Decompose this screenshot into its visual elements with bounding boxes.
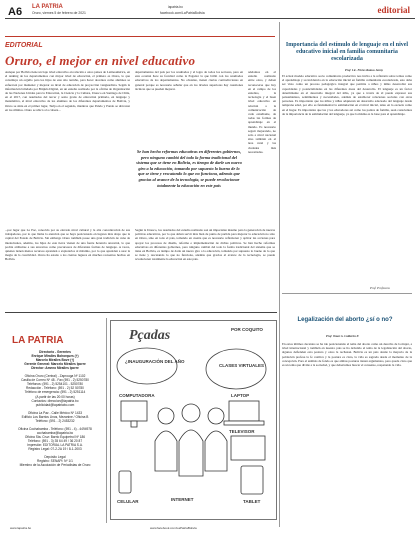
right-article-title: Importancia del estímulo de lenguaje en el nivel educativo inicial en familia comunitaria escolarizada xyxy=(285,42,409,62)
footer-web[interactable]: www.lapatria.bo xyxy=(10,526,32,530)
cartoon-drawing xyxy=(111,321,276,519)
editorial-col-4: Según la Unesco, los resultados del estudio realizado son un importante insumo para la generación de nuevas políticas educativas, por lo que deben servir más bien de punto de partida para mejorar la educación no sólo en Oruro, sino en todo el país, tomando en cuenta que es necesario reflexionar y aplicar las acciones para apoyar los procesos de diseño, reforma e implementación de dichas políticas. Se han hecho reformas educativas en diferentes gobiernos, pero ninguno cambió del todo la forma tradicional del sistema que se tiene en Bolivia, es tiempo de darle un nuevo giro a la educación, tomando por supuesto lo bueno de lo que se tiene y rescatando lo que no funciona, además que gracias al avance de la tecnología, se puede revolucionar totalmente la educación en este país. xyxy=(135,228,275,262)
editorial-col-1: Aunque por Bolivia tiene un bajo nivel educativo en relación a otros países de Latinoamérica, en el ranking de los departamentos con mayor nivel de educación, el primero es Oruro, lo que constituye un orgullo para los hijos de este alto terruño, para hacer docentes como alumnos se esfuercen por mantener y mejorar su nivel de educación de proyección vanguardista. Según la información brindada por Brújula Digital, en un estudio realizado por la oficina de Organización de las Naciones Unidas para la Educación, la Ciencia y la Cultura, Unesco en Santiago de Chile, en el 2017, con resultados del tercer y sexto grado de educación primaria, en lenguaje y matemática, el nivel educativo de los alumnos de los diferentes departamentos de Bolivia, y Oruro se sitúa en el primer lugar, Tarija en el segundo, mientras que Pando y Pando se ubicaron en los últimos. Oruro se ubicó a la cabeza... xyxy=(5,70,130,112)
staff-line: Enrique Miralles Bohorques (†) xyxy=(31,354,79,359)
section-title: editorial xyxy=(377,5,410,15)
staff-line: Marcelo Miralles Bove (†) xyxy=(35,358,75,363)
cartoon-label-internet: INTERNET xyxy=(171,497,194,502)
kicker-rule xyxy=(5,36,275,37)
staff-line: Edificio Los Barrios Unos, Mezanine / Oficina B xyxy=(21,414,89,419)
television-icon xyxy=(231,436,265,460)
right-article-body: El actual modelo educativo socio comunitario productivo nos invita a la reflexión sobre temas como el aprendizaje y su incidencia en la educación inicial en familia comunitaria escolarizada, esto debe ser visto como un proceso pedagógico integral que permite a niños y niñas desarrollar sus capacidades y potencialidades en las diferentes áreas del desarrollo. El lenguaje es un factor determinante en el desarrollo integral del niño, ya que a través de él puede expresar sus pensamientos, sentimientos y necesidades, además de establecer relaciones sociales con otras personas. Es importante que los niños y niñas adquieran un desarrollo adecuado del lenguaje desde temprana edad, por ello es fundamental la estimulación en el nivel inicial, tanto en la escuela como en el hogar. Es importante que las y los educadores así como los padres de familia, sean conscientes de la importancia de la estimulación del lenguaje, ya que la misma es la base para el aprendizaje. xyxy=(282,74,412,116)
speech-bubble-right-icon xyxy=(206,349,266,389)
staff-line: Registro Legal: 07-2-2A 19 / 8-1-2003 xyxy=(28,447,82,452)
staff-line: Oficina Oruro (Central) - Zaprouga Nº 1102 xyxy=(24,374,86,379)
staff-line: Miembro de la Asociación de Periodistas de Oruro xyxy=(19,463,91,468)
staff-line: Oficina Sta. Cruz: Barrio Equipetrol Nº 186 xyxy=(24,434,86,439)
staff-box xyxy=(5,350,105,467)
second-article-byline: Prof. Omar A. Calderón P. xyxy=(326,334,359,338)
right-article-signature: Prof. Profesora xyxy=(370,286,390,290)
editorial-col-1b: ...por lugar que La Paz, conocida por su elevado nivel cultural y la alta concentración de sus trabajadores, por lo que llama la atención que se haya posicionado en lugares más abajo que la capital del Estado de Bolivia. Sin embargo Oruro también posee una gran tradición de cuna de intelectuales, además, los hijos de este tierra vienen de una fuerte herencia ancestral, lo que podría atribuirse a sus ancestros como precursores de diferentes formas de lenguaje. A veces, quienes tienen menos recursos aprenden a explotarlos al máximo, por lo que aprenden a usar la magia de la creatividad. Oruro ha estado a los cientos lugares en muchos recuentos hechos en Bolivia. xyxy=(5,228,130,262)
column-divider xyxy=(279,22,280,527)
staff-line: cochabamba@lapatria.bo xyxy=(36,430,74,435)
staff-line: Teléfono: (591 - 2) 2453232 xyxy=(35,418,75,423)
staff-line: Impresión: EDITORIAL LA PATRIA S.A. xyxy=(27,443,83,448)
staff-line: Oficina Cochabamba - Teléfono: (591 - 4) - 4494978 xyxy=(18,426,92,431)
staff-line: Contactos: direccion@lapatria.bo xyxy=(31,398,79,403)
staff-line: Casilla de Correo Nº 48 - Fax (591 - 2) 5250780 xyxy=(21,378,89,383)
staff-box-logo: LA PATRIA xyxy=(12,335,64,346)
computer-icon xyxy=(121,401,147,427)
staff-line: Director: Ameno Miralles Iporre xyxy=(31,366,79,371)
right-article-byline: Prof. Lic. Flores Ramos Jenny xyxy=(345,68,383,72)
cartoon-brand: Pçadas xyxy=(129,328,171,343)
staff-line: Teléfonos: (591 - 2) 5254101 - 5250780 xyxy=(27,382,83,387)
facebook-link[interactable]: facebook.com/LaPatriaBolivia xyxy=(160,11,205,15)
right-rule xyxy=(282,293,412,294)
phone-icon xyxy=(119,471,131,493)
footer-social[interactable]: www.facebook.com/LaPatriaBolivia xyxy=(150,526,197,530)
website-link[interactable]: lapatria.bo xyxy=(168,5,183,9)
staff-line: (A partir de las 20:00 horas) xyxy=(35,394,75,399)
issue-date: Oruro, viernes 5 de febrero de 2021 xyxy=(32,11,86,15)
editorial-headline: Oruro, el mejor en nivel educativo xyxy=(5,53,196,68)
cartoon-label-clases: CLASES VIRTUALES xyxy=(219,363,265,368)
tablet-icon xyxy=(241,466,263,494)
masthead: LA PATRIA xyxy=(32,4,63,10)
cartoon-label-celular: CELULAR xyxy=(117,499,139,504)
second-article-title: Legalización del aborto ¿sí o no? xyxy=(297,317,393,323)
cartoon-label-computadora: COMPUTADORA xyxy=(119,393,155,398)
editorial-col-3: adelantos en el estudio realizado entre otros, y deben reconocerse que hoy en el campo de los estudios, la tecnología y el buen nivel educativo en relación a la comunicación de cada estudiante, de todas las formas de aprendizaje en el mundo. Es necesario seguir mejorando, no sólo a nivel nacional sino también en el área rural y las ciudades más necesitadas. xyxy=(248,70,276,154)
cartoon xyxy=(110,320,277,520)
staff-line: Oficina La Paz - Calle México Nº 1433 xyxy=(27,410,83,415)
cartoon-credit: POR COQUITO xyxy=(231,327,263,332)
laptop-icon xyxy=(224,401,264,425)
section-rule xyxy=(5,312,277,313)
staff-line: publicidad@lapatriabo.com xyxy=(35,402,75,407)
staff-line: Directorio - Gerentes xyxy=(39,350,71,354)
staff-line: Gerente General: Marcelo Miralles Iporre xyxy=(24,362,86,367)
editorial-kicker: EDITORIAL xyxy=(5,42,43,49)
page-number: A6 xyxy=(8,6,23,18)
staff-line: Registro: SENAPI: Nº 1/1 xyxy=(37,459,73,464)
cartoon-label-tablet: TABLET xyxy=(243,499,261,504)
cartoon-label-inauguracion: ¿INAUGURACIÓN DEL AÑO xyxy=(125,359,185,364)
pull-quote: Se han hecho reformas educativas en diferentes gobiernos, pero ninguno cambió del todo la forma tradicional del sistema que se tiene en Bolivia, es tiempo de darle un nuevo giro a la educación, tomando por supuesto lo bueno de lo que se tiene y rescatando lo que no funciona, además que gracias al avance de la tecnología, se puede revolucionar totalmente la educación en este país xyxy=(136,149,242,188)
staff-line: Teléfono de emergencia: (591 - 2) 5251114 xyxy=(24,390,86,395)
staff-line: Teléfono: (591 - 3) 35 64 49 / 36 20 87 xyxy=(27,439,83,444)
editorial-col-2: departamentos del país por los resultados y el logro de todos los sectores, pero en esta ocasión hace su facultad como la Pagador la que brilló con los resultados educativos de los departamentos. No obstante, tienen ciertas contradicciones en general porque es necesario señalar que en los niveles superiores hay cuestiones técnicas que se pueden mejorar. xyxy=(135,70,243,91)
staff-line: Depósito Legal xyxy=(44,455,66,460)
cartoon-label-laptop: LAPTOP xyxy=(231,393,250,398)
header-rule xyxy=(5,18,415,19)
speech-bubble-left-icon xyxy=(117,348,177,384)
cartoon-label-televisor: TELEVISOR xyxy=(229,429,255,434)
staff-line: Redacción - Teléfono: (591 - 2) 52 50780 xyxy=(26,386,84,391)
students-group-icon xyxy=(155,404,227,476)
second-article-body: En estos últimos decenios se ha ido posicionando el tema del aborto como un derecho de la mujer, a nivel internacional y también en nuestro país se ha debatido el tema de la legalización del aborto, algunos defienden esta postura y otros la rechazan. Bolivia es un país donde la mayoría de la población profesa la fe católica y la postura es clara, la vida es sagrada desde el momento de la concepción. Para el análisis de fondo es que ambas posturas tienen argumentos, pero queda claro que es un tema que divide a la sociedad, y que deberíamos buscar el consenso, respetando la vida. xyxy=(282,342,412,368)
staff-divider xyxy=(106,318,107,523)
